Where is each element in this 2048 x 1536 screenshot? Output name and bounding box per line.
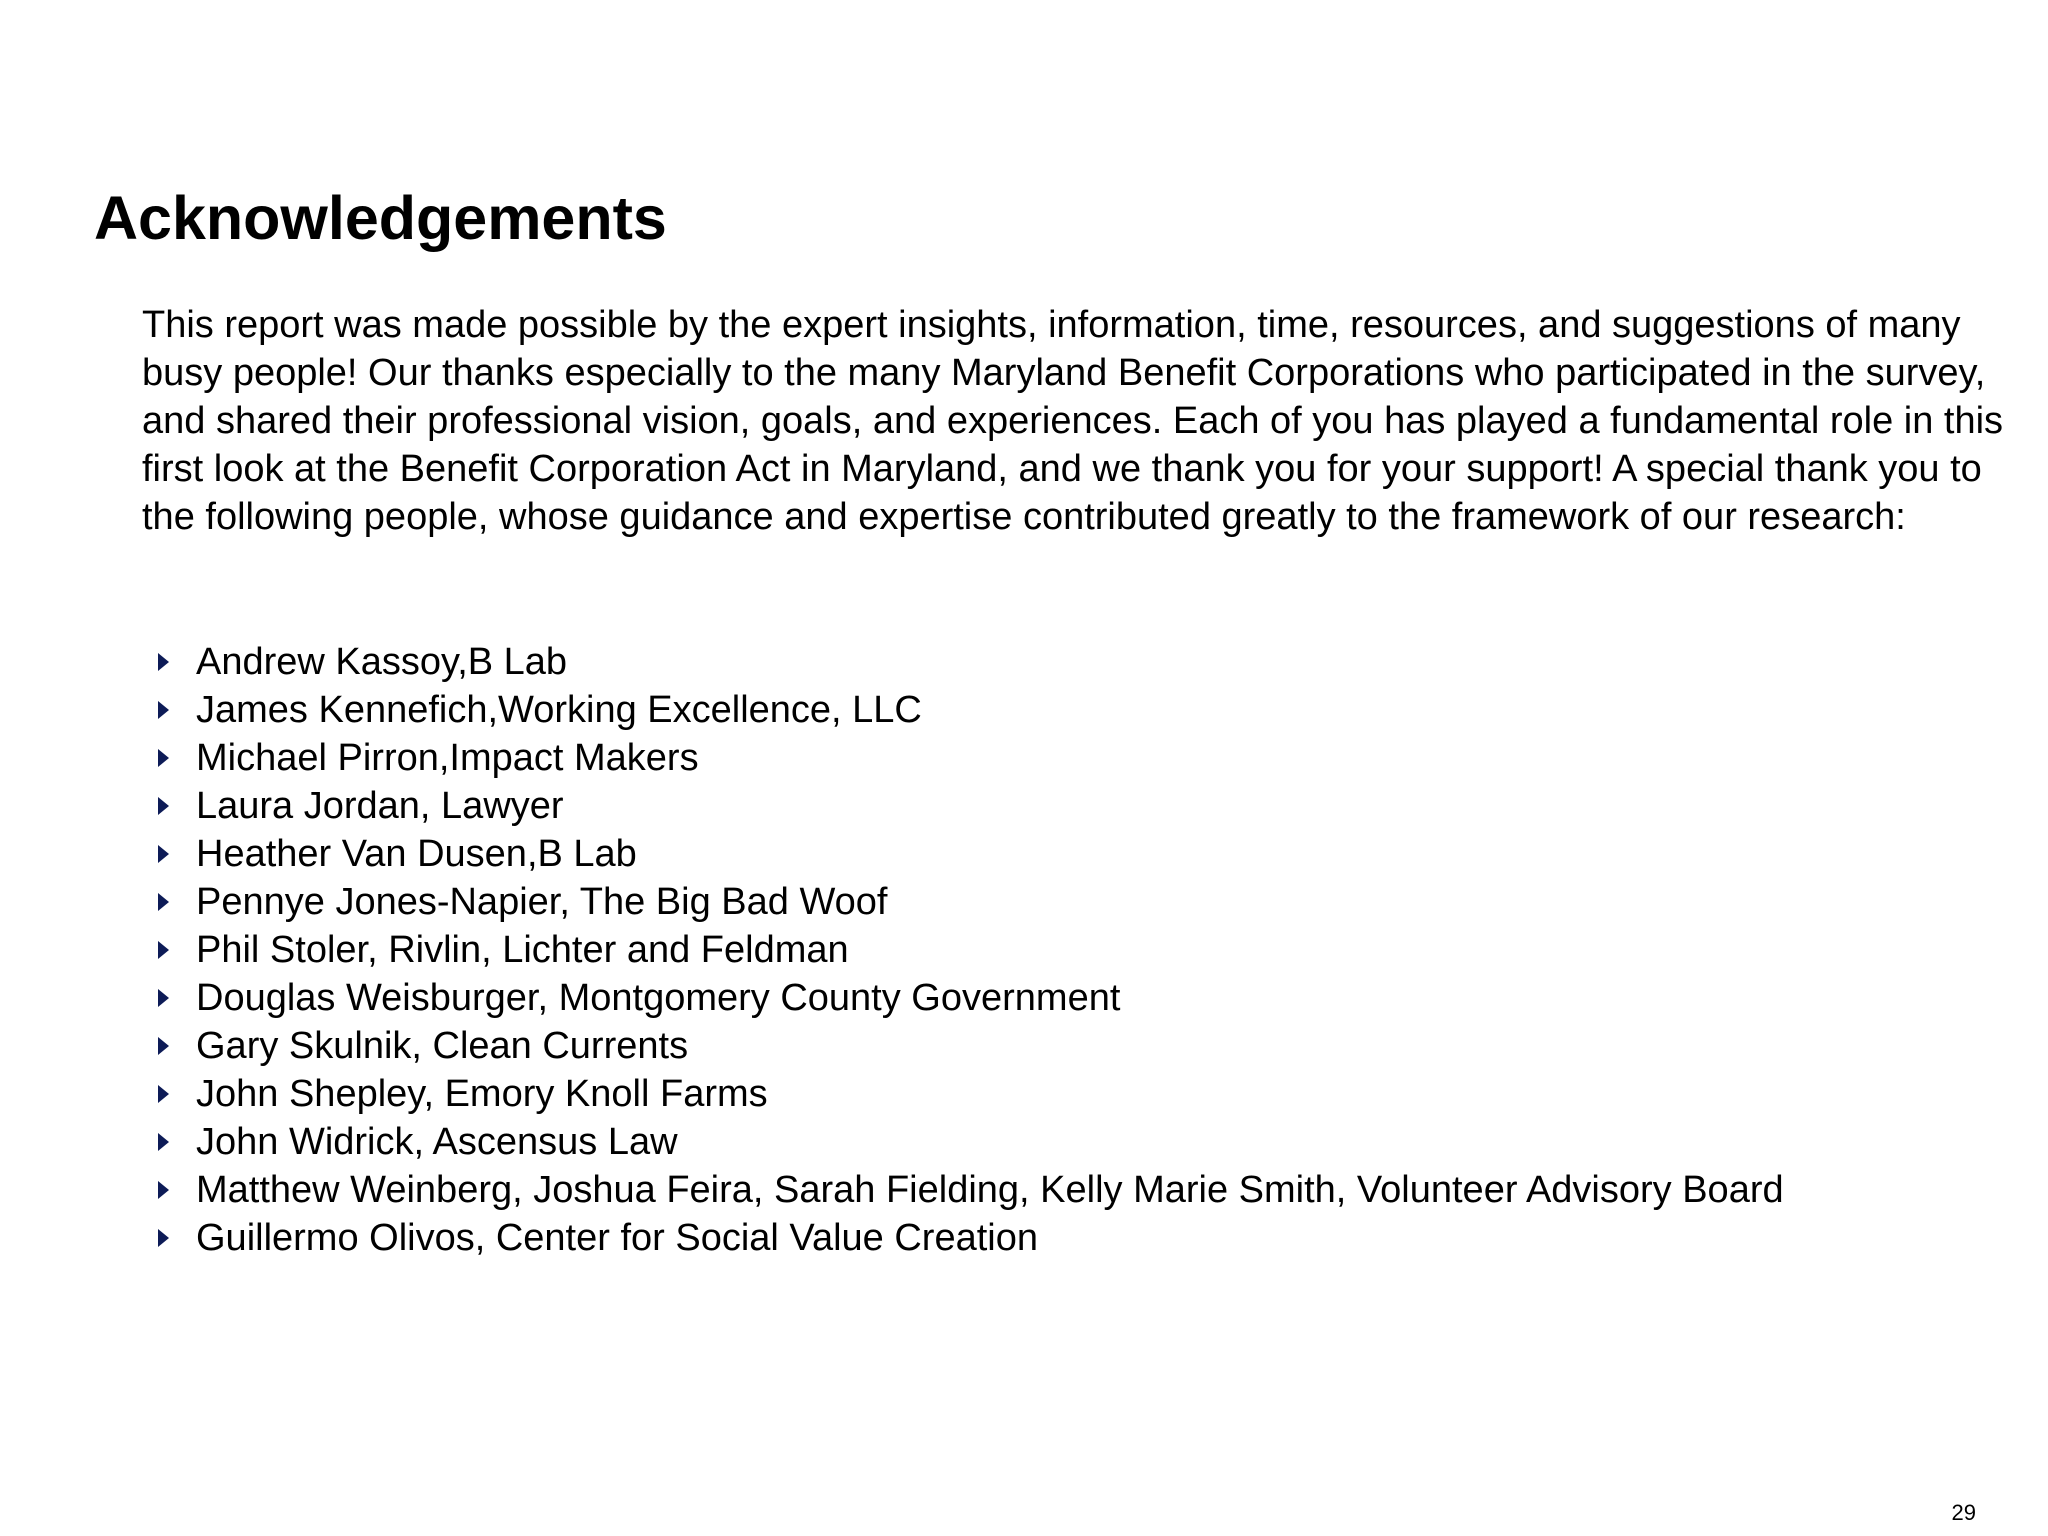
list-item [142,974,1784,1022]
list-item [142,734,1784,782]
list-item [142,1214,1784,1262]
person-name: Michael Pirron,Impact Makers [196,737,699,779]
triangle-right-icon [158,1133,169,1151]
person-name: Laura Jordan, Lawyer [196,785,564,827]
list-item [142,1118,1784,1166]
triangle-right-icon [158,845,169,863]
person-name: Matthew Weinberg, Joshua Feira, Sarah Fielding, Kelly Marie Smith, Volunteer Advisory Board [196,1169,1784,1211]
triangle-right-icon [158,701,169,719]
page-title: Acknowledgements [94,184,667,252]
triangle-right-icon [158,893,169,911]
triangle-right-icon [158,797,169,815]
list-item [142,878,1784,926]
acknowledgement-list [142,638,1784,1262]
person-name: Gary Skulnik, Clean Currents [196,1025,689,1067]
list-item [142,926,1784,974]
triangle-right-icon [158,941,169,959]
triangle-right-icon [158,1037,169,1055]
person-name: Douglas Weisburger, Montgomery County Government [196,977,1121,1019]
person-name: Phil Stoler, Rivlin, Lichter and Feldman [196,929,849,971]
list-item [142,1166,1784,1214]
list-item [142,782,1784,830]
list-item [142,1070,1784,1118]
person-name: Pennye Jones-Napier, The Big Bad Woof [196,881,888,923]
triangle-right-icon [158,989,169,1007]
list-item [142,830,1784,878]
person-name: Heather Van Dusen,B Lab [196,833,637,875]
list-item [142,1022,1784,1070]
triangle-right-icon [158,1181,169,1199]
person-name: Andrew Kassoy,B Lab [196,641,568,683]
list-item [142,686,1784,734]
person-name: Guillermo Olivos, Center for Social Value Creation [196,1217,1038,1259]
intro-paragraph: This report was made possible by the expert insights, information, time, resources, and suggestions of many busy people! Our thanks especially to the many Maryland Benefit Corporations who participated in the survey, and shared their professional vision, goals, and experiences. Each of you has played a fundamental role in this first look at the Benefit Corporation Act in Maryland, and we thank you for your support! A special thank you to the following people, whose guidance and expertise contributed greatly to the framework of our research: [142,304,2004,538]
person-name: James Kennefich,Working Excellence, LLC [196,689,922,731]
person-name: John Shepley, Emory Knoll Farms [196,1073,768,1115]
triangle-right-icon [158,749,169,767]
triangle-right-icon [158,1229,169,1247]
list-item [142,638,1784,686]
triangle-right-icon [158,1085,169,1103]
page-number: 29 [1951,1500,1976,1525]
person-name: John Widrick, Ascensus Law [196,1121,678,1163]
triangle-right-icon [158,653,169,671]
